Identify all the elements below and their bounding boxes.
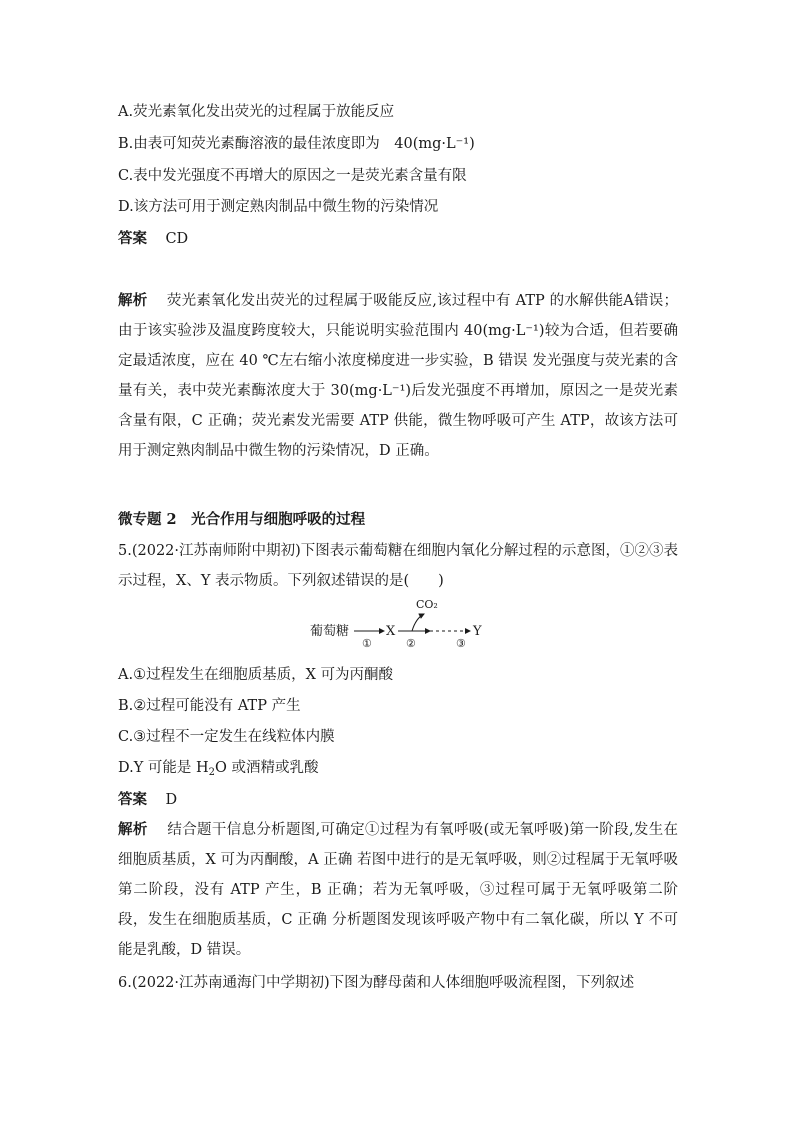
step-2-label: ② [406, 637, 416, 650]
q4-answer [118, 229, 188, 249]
q4-option-b: B.由表可知荧光素酶溶液的最佳浓度即为 40(mg·L⁻¹) [118, 136, 475, 152]
q4-analysis [118, 286, 678, 466]
q4-option-d: D.该方法可用于测定熟肉制品中微生物的污染情况 [118, 199, 439, 215]
x-label: X [386, 624, 396, 639]
answer-label: 答案 [118, 791, 147, 808]
answer-value: D [165, 792, 178, 808]
co2-label: CO₂ [416, 598, 438, 611]
co2-branch-arrow [412, 614, 424, 631]
topic-heading: 微专题 2 光合作用与细胞呼吸的过程 [118, 511, 366, 528]
respiration-diagram [300, 592, 520, 652]
q5-answer [118, 790, 177, 810]
analysis-text: 荧光素氧化发出荧光的过程属于吸能反应,该过程中有 ATP 的水解供能A错误；由于该实验涉及温度跨度较大，只能说明实验范围内 40(mg·L⁻¹)较为合适，但若要确定最适浓度，应在 40 ℃左右缩小浓度梯度进一步实验，B 错误 发光强度与荧光素的含量有关，表中荧光素酶浓度大于 30(mg·L⁻¹)后发光强度不再增加，原因之一是荧光素含量有限，C 正确；荧光素发光需要 ATP 供能，微生物呼吸可产生 ATP，故该方法可用于测定熟肉制品中微生物的污染情况，D 正确。 [118, 293, 679, 459]
answer-value: CD [165, 231, 189, 247]
step-1-label: ① [362, 637, 372, 650]
q4-option-a: A.荧光素氧化发出荧光的过程属于放能反应 [118, 104, 395, 120]
q5-option-b: B.②过程可能没有 ATP 产生 [118, 698, 301, 714]
q5-analysis [118, 815, 678, 965]
answer-label: 答案 [118, 230, 147, 247]
glucose-label: 葡萄糖 [310, 624, 350, 639]
q5-option-c: C.③过程不一定发生在线粒体内膜 [118, 729, 335, 745]
q5-option-a: A.①过程发生在细胞质基质，X 可为丙酮酸 [118, 667, 394, 683]
q6-stem: 6.(2022·江苏南通海门中学期初)下图为酵母菌和人体细胞呼吸流程图，下列叙述 [118, 975, 635, 991]
y-label: Y [473, 624, 482, 639]
analysis-label: 解析 [118, 821, 148, 838]
q4-option-c: C.表中发光强度不再增大的原因之一是荧光素含量有限 [118, 168, 467, 184]
analysis-text: 结合题干信息分析题图,可确定①过程为有氧呼吸(或无氧呼吸)第一阶段,发生在细胞质基质，X 可为丙酮酸，A 正确 若图中进行的是无氧呼吸，则②过程属于无氧呼吸第二阶段，没有 ATP 产生，B 正确；若为无氧呼吸，③过程可属于无氧呼吸第二阶段，发生在细胞质基质，C 正确 分析题图发现该呼吸产物中有二氧化碳，所以 Y 不可能是乳酸，D 错误。 [118, 822, 679, 958]
q5-option-d: D.Y 可能是 $H_2O$ 或酒精或乳酸 [118, 760, 319, 778]
q5-stem: 5.(2022·江苏南师附中期初)下图表示葡萄糖在细胞内氧化分解过程的示意图，①②③表示过程，X、Y 表示物质。下列叙述错误的是( ) [118, 543, 678, 589]
analysis-label: 解析 [118, 292, 148, 309]
step-3-label: ③ [456, 637, 466, 650]
